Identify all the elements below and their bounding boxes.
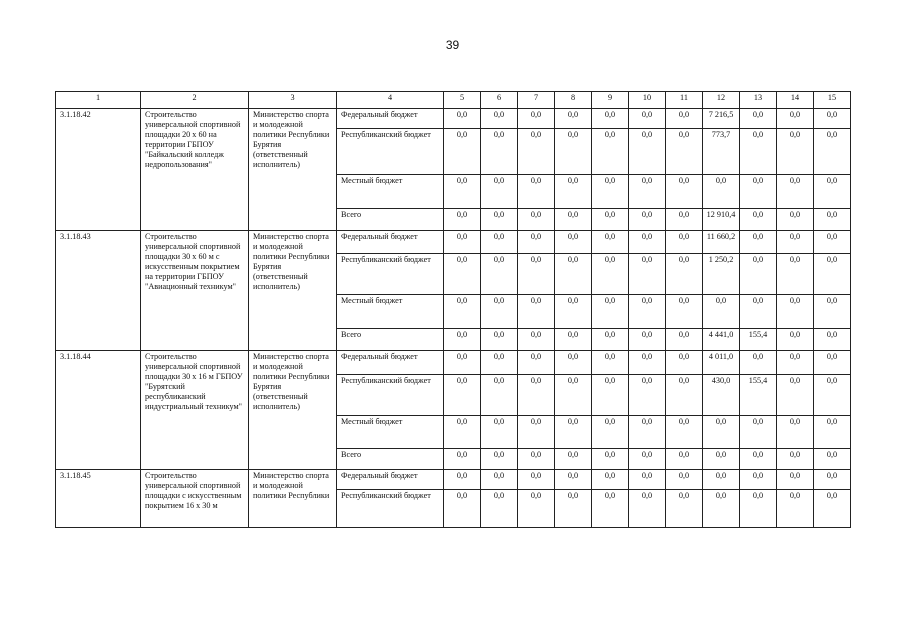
- table-row: [56, 351, 851, 375]
- row-code: 3.1.18.42: [56, 109, 141, 231]
- value-cell: 0,0: [703, 416, 740, 449]
- funding-source: Республиканский бюджет: [337, 254, 444, 295]
- value-cell: 155,4: [740, 375, 777, 416]
- value-cell: 0,0: [740, 109, 777, 129]
- value-cell: 4 011,0: [703, 351, 740, 375]
- value-cell: 0,0: [444, 490, 481, 528]
- value-cell: 0,0: [629, 295, 666, 329]
- value-cell: 0,0: [777, 129, 814, 175]
- value-cell: 4 441,0: [703, 329, 740, 351]
- funding-source: Республиканский бюджет: [337, 490, 444, 528]
- value-cell: 0,0: [518, 209, 555, 231]
- value-cell: 0,0: [518, 351, 555, 375]
- value-cell: 0,0: [518, 470, 555, 490]
- value-cell: 155,4: [740, 329, 777, 351]
- column-header: 8: [555, 92, 592, 109]
- value-cell: 0,0: [592, 231, 629, 254]
- value-cell: 0,0: [666, 449, 703, 470]
- value-cell: 0,0: [592, 416, 629, 449]
- value-cell: 0,0: [481, 449, 518, 470]
- value-cell: 0,0: [740, 351, 777, 375]
- value-cell: 0,0: [666, 175, 703, 209]
- value-cell: 0,0: [666, 129, 703, 175]
- value-cell: 12 910,4: [703, 209, 740, 231]
- value-cell: 0,0: [444, 254, 481, 295]
- row-executor: Министерство спорта и молодежной политики Республики Бурятия (ответственный исполнитель): [249, 109, 337, 231]
- funding-source: Местный бюджет: [337, 416, 444, 449]
- value-cell: 0,0: [592, 109, 629, 129]
- value-cell: 0,0: [777, 449, 814, 470]
- funding-source: Всего: [337, 209, 444, 231]
- row-executor: Министерство спорта и молодежной политики Республики: [249, 470, 337, 528]
- value-cell: 0,0: [666, 209, 703, 231]
- value-cell: 0,0: [555, 254, 592, 295]
- value-cell: 0,0: [518, 175, 555, 209]
- value-cell: 0,0: [703, 449, 740, 470]
- row-name: Строительство универсальной спортивной площадки 30 х 60 м с искусственным покрытием на территории ГБПОУ "Авиационный техникум": [141, 231, 249, 351]
- value-cell: 0,0: [629, 470, 666, 490]
- value-cell: 0,0: [777, 254, 814, 295]
- value-cell: 0,0: [666, 351, 703, 375]
- value-cell: 0,0: [481, 109, 518, 129]
- value-cell: 0,0: [777, 175, 814, 209]
- value-cell: 0,0: [481, 254, 518, 295]
- header-row: [56, 92, 851, 109]
- budget-table: [55, 91, 851, 528]
- value-cell: 0,0: [777, 295, 814, 329]
- column-header: 5: [444, 92, 481, 109]
- value-cell: 0,0: [814, 351, 851, 375]
- funding-source: Федеральный бюджет: [337, 470, 444, 490]
- value-cell: 0,0: [629, 175, 666, 209]
- page-number: 39: [445, 38, 460, 52]
- value-cell: 0,0: [629, 375, 666, 416]
- value-cell: 0,0: [481, 231, 518, 254]
- value-cell: 0,0: [777, 209, 814, 231]
- value-cell: 0,0: [629, 231, 666, 254]
- value-cell: 0,0: [518, 129, 555, 175]
- column-header: 4: [337, 92, 444, 109]
- value-cell: 0,0: [629, 329, 666, 351]
- value-cell: 0,0: [481, 416, 518, 449]
- value-cell: 0,0: [444, 231, 481, 254]
- value-cell: 0,0: [481, 375, 518, 416]
- value-cell: 430,0: [703, 375, 740, 416]
- value-cell: 0,0: [666, 109, 703, 129]
- value-cell: 0,0: [592, 449, 629, 470]
- value-cell: 0,0: [814, 231, 851, 254]
- funding-source: Федеральный бюджет: [337, 109, 444, 129]
- value-cell: 0,0: [555, 449, 592, 470]
- column-header: 2: [141, 92, 249, 109]
- value-cell: 0,0: [555, 209, 592, 231]
- table-row: [56, 109, 851, 129]
- value-cell: 0,0: [592, 209, 629, 231]
- value-cell: 0,0: [777, 375, 814, 416]
- value-cell: 0,0: [814, 490, 851, 528]
- value-cell: 0,0: [814, 295, 851, 329]
- column-header: 15: [814, 92, 851, 109]
- value-cell: 0,0: [666, 231, 703, 254]
- column-header: 3: [249, 92, 337, 109]
- row-code: 3.1.18.45: [56, 470, 141, 528]
- value-cell: 0,0: [481, 351, 518, 375]
- value-cell: 0,0: [629, 254, 666, 295]
- funding-source: Федеральный бюджет: [337, 351, 444, 375]
- funding-source: Всего: [337, 329, 444, 351]
- value-cell: 0,0: [629, 490, 666, 528]
- value-cell: 0,0: [666, 416, 703, 449]
- value-cell: 0,0: [518, 375, 555, 416]
- funding-source: Федеральный бюджет: [337, 231, 444, 254]
- value-cell: 0,0: [481, 175, 518, 209]
- column-header: 6: [481, 92, 518, 109]
- value-cell: 0,0: [555, 175, 592, 209]
- value-cell: 0,0: [444, 375, 481, 416]
- value-cell: 0,0: [814, 209, 851, 231]
- value-cell: 0,0: [592, 375, 629, 416]
- value-cell: 0,0: [518, 254, 555, 295]
- value-cell: 0,0: [703, 295, 740, 329]
- value-cell: 0,0: [518, 416, 555, 449]
- value-cell: 0,0: [592, 175, 629, 209]
- value-cell: 773,7: [703, 129, 740, 175]
- column-header: 13: [740, 92, 777, 109]
- value-cell: 0,0: [629, 209, 666, 231]
- row-name: Строительство универсальной спортивной площадки с искусственным покрытием 16 х 30 м: [141, 470, 249, 528]
- value-cell: 0,0: [592, 129, 629, 175]
- value-cell: 0,0: [629, 351, 666, 375]
- value-cell: 0,0: [518, 490, 555, 528]
- value-cell: 0,0: [740, 231, 777, 254]
- value-cell: 0,0: [555, 295, 592, 329]
- value-cell: 0,0: [481, 470, 518, 490]
- value-cell: 0,0: [814, 175, 851, 209]
- value-cell: 0,0: [481, 329, 518, 351]
- value-cell: 0,0: [444, 329, 481, 351]
- value-cell: 0,0: [740, 129, 777, 175]
- row-name: Строительство универсальной спортивной площадки 20 х 60 на территории ГБПОУ "Байкальский колледж недропользования": [141, 109, 249, 231]
- funding-source: Местный бюджет: [337, 175, 444, 209]
- value-cell: 0,0: [592, 329, 629, 351]
- value-cell: 0,0: [592, 254, 629, 295]
- value-cell: 0,0: [592, 295, 629, 329]
- value-cell: 0,0: [629, 109, 666, 129]
- row-executor: Министерство спорта и молодежной политики Республики Бурятия (ответственный исполнитель): [249, 351, 337, 470]
- column-header: 12: [703, 92, 740, 109]
- funding-source: Всего: [337, 449, 444, 470]
- value-cell: 1 250,2: [703, 254, 740, 295]
- value-cell: 0,0: [740, 490, 777, 528]
- value-cell: 0,0: [777, 351, 814, 375]
- value-cell: 0,0: [740, 449, 777, 470]
- value-cell: 0,0: [444, 416, 481, 449]
- value-cell: 0,0: [703, 490, 740, 528]
- column-header: 1: [56, 92, 141, 109]
- value-cell: 0,0: [444, 109, 481, 129]
- table-row: [56, 231, 851, 254]
- funding-source: Республиканский бюджет: [337, 375, 444, 416]
- value-cell: 0,0: [518, 109, 555, 129]
- value-cell: 0,0: [481, 490, 518, 528]
- value-cell: 0,0: [518, 295, 555, 329]
- table-row: [56, 470, 851, 490]
- column-header: 10: [629, 92, 666, 109]
- value-cell: 7 216,5: [703, 109, 740, 129]
- value-cell: 0,0: [518, 449, 555, 470]
- value-cell: 0,0: [777, 329, 814, 351]
- value-cell: 0,0: [777, 109, 814, 129]
- value-cell: 0,0: [814, 470, 851, 490]
- table-body: [56, 109, 851, 528]
- value-cell: 0,0: [666, 254, 703, 295]
- value-cell: 0,0: [555, 231, 592, 254]
- value-cell: 0,0: [814, 416, 851, 449]
- value-cell: 11 660,2: [703, 231, 740, 254]
- value-cell: 0,0: [555, 490, 592, 528]
- column-header: 11: [666, 92, 703, 109]
- value-cell: 0,0: [444, 449, 481, 470]
- row-code: 3.1.18.43: [56, 231, 141, 351]
- row-code: 3.1.18.44: [56, 351, 141, 470]
- value-cell: 0,0: [740, 416, 777, 449]
- value-cell: 0,0: [777, 231, 814, 254]
- value-cell: 0,0: [555, 351, 592, 375]
- value-cell: 0,0: [666, 470, 703, 490]
- value-cell: 0,0: [703, 175, 740, 209]
- value-cell: 0,0: [592, 351, 629, 375]
- row-name: Строительство универсальной спортивной площадки 30 х 16 м ГБПОУ "Бурятский республиканский индустриальный техникум": [141, 351, 249, 470]
- value-cell: 0,0: [518, 329, 555, 351]
- value-cell: 0,0: [629, 129, 666, 175]
- funding-source: Республиканский бюджет: [337, 129, 444, 175]
- value-cell: 0,0: [518, 231, 555, 254]
- value-cell: 0,0: [555, 129, 592, 175]
- value-cell: 0,0: [740, 209, 777, 231]
- value-cell: 0,0: [555, 375, 592, 416]
- value-cell: 0,0: [666, 375, 703, 416]
- value-cell: 0,0: [740, 254, 777, 295]
- value-cell: 0,0: [814, 375, 851, 416]
- value-cell: 0,0: [444, 295, 481, 329]
- value-cell: 0,0: [777, 416, 814, 449]
- value-cell: 0,0: [444, 175, 481, 209]
- value-cell: 0,0: [666, 490, 703, 528]
- value-cell: 0,0: [740, 470, 777, 490]
- value-cell: 0,0: [814, 329, 851, 351]
- value-cell: 0,0: [592, 470, 629, 490]
- value-cell: 0,0: [814, 449, 851, 470]
- value-cell: 0,0: [740, 175, 777, 209]
- column-header: 7: [518, 92, 555, 109]
- value-cell: 0,0: [444, 351, 481, 375]
- column-header: 9: [592, 92, 629, 109]
- value-cell: 0,0: [481, 209, 518, 231]
- value-cell: 0,0: [444, 470, 481, 490]
- value-cell: 0,0: [814, 109, 851, 129]
- value-cell: 0,0: [555, 416, 592, 449]
- value-cell: 0,0: [444, 129, 481, 175]
- column-header: 14: [777, 92, 814, 109]
- value-cell: 0,0: [481, 129, 518, 175]
- value-cell: 0,0: [777, 490, 814, 528]
- value-cell: 0,0: [814, 129, 851, 175]
- value-cell: 0,0: [555, 470, 592, 490]
- value-cell: 0,0: [629, 416, 666, 449]
- value-cell: 0,0: [555, 109, 592, 129]
- value-cell: 0,0: [666, 295, 703, 329]
- value-cell: 0,0: [777, 470, 814, 490]
- value-cell: 0,0: [555, 329, 592, 351]
- value-cell: 0,0: [703, 470, 740, 490]
- row-executor: Министерство спорта и молодежной политики Республики Бурятия (ответственный исполнитель): [249, 231, 337, 351]
- value-cell: 0,0: [814, 254, 851, 295]
- value-cell: 0,0: [666, 329, 703, 351]
- value-cell: 0,0: [629, 449, 666, 470]
- value-cell: 0,0: [592, 490, 629, 528]
- value-cell: 0,0: [740, 295, 777, 329]
- value-cell: 0,0: [444, 209, 481, 231]
- funding-source: Местный бюджет: [337, 295, 444, 329]
- value-cell: 0,0: [481, 295, 518, 329]
